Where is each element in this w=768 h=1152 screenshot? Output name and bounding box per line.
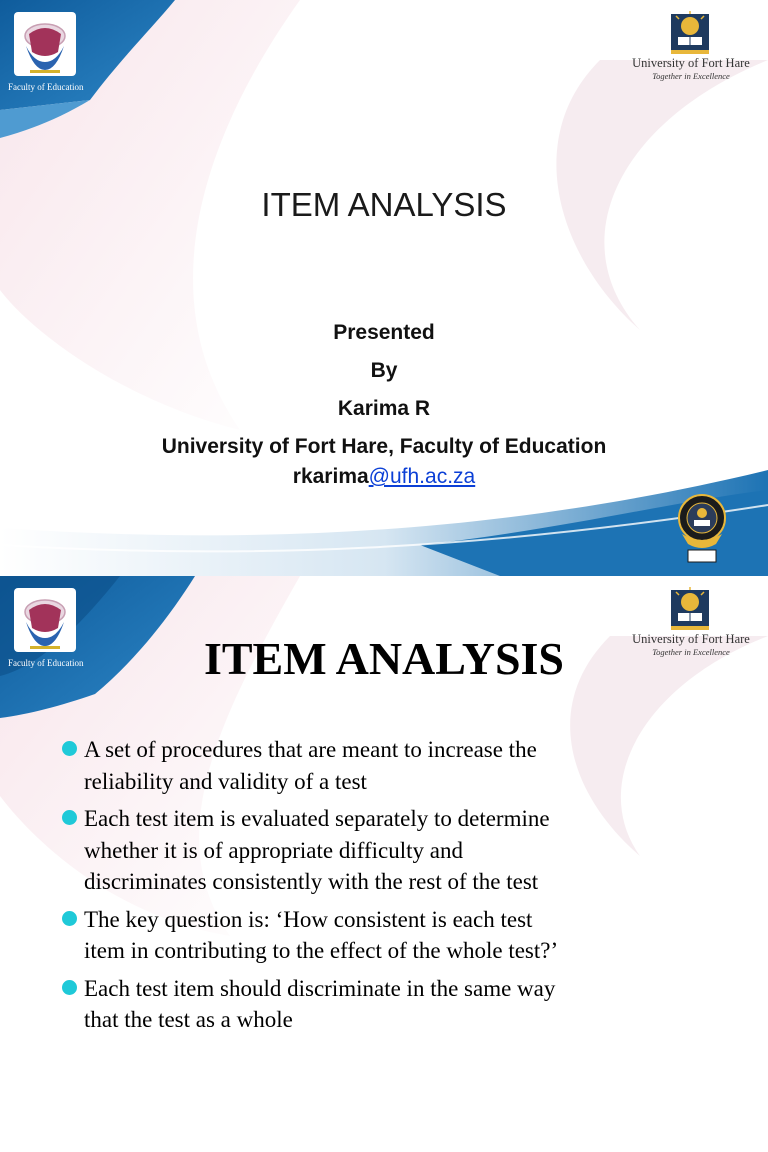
university-name: University of Fort Hare bbox=[632, 56, 750, 70]
presenter-block bbox=[0, 318, 768, 500]
presented-label: Presented bbox=[333, 321, 435, 344]
bullet-line: that the test as a whole bbox=[84, 1007, 293, 1032]
presenter-affiliation: University of Fort Hare, Faculty of Education bbox=[161, 435, 607, 458]
university-seal-icon bbox=[676, 494, 728, 566]
bullet-line: Each test item is evaluated separately to determine bbox=[84, 806, 550, 831]
presenter-name: Karima R bbox=[337, 397, 431, 420]
by-label: By bbox=[370, 359, 398, 382]
university-name: University of Fort Hare bbox=[632, 632, 750, 646]
bullet-list bbox=[62, 734, 762, 1042]
bullet-item bbox=[62, 734, 762, 797]
bullet-dot-icon bbox=[62, 810, 77, 825]
university-crest-icon bbox=[670, 586, 710, 632]
content-slide-title: ITEM ANALYSIS bbox=[203, 633, 565, 684]
bullet-line: discriminates consistently with the rest of the test bbox=[84, 869, 539, 894]
bullet-line: item in contributing to the effect of the whole test?’ bbox=[84, 938, 559, 963]
faculty-caption: Faculty of Education bbox=[8, 82, 84, 92]
bullet-line: Each test item should discriminate in the same way bbox=[84, 975, 556, 1001]
slide-title: ITEM ANALYSIS bbox=[261, 186, 507, 223]
faculty-caption: Faculty of Education bbox=[8, 658, 84, 668]
bullet-line: A set of procedures that are meant to increase the bbox=[84, 737, 537, 762]
bullet-item bbox=[62, 904, 762, 967]
bullet-dot-icon bbox=[62, 911, 77, 926]
bullet-dot-icon bbox=[62, 980, 77, 995]
university-tagline: Together in Excellence bbox=[652, 71, 730, 81]
bullet-line: The key question is: ‘How consistent is each test bbox=[84, 906, 533, 932]
email-user: rkarima bbox=[292, 465, 369, 488]
presenter-email bbox=[0, 462, 768, 500]
bullet-item bbox=[62, 803, 762, 898]
university-tagline: Together in Excellence bbox=[652, 647, 730, 657]
email-link[interactable]: @ufh.ac.za bbox=[368, 465, 476, 488]
faculty-of-education-logo-icon bbox=[14, 12, 76, 76]
bullet-line: whether it is of appropriate difficulty and bbox=[84, 837, 463, 863]
bullet-line: reliability and validity of a test bbox=[84, 768, 367, 794]
bullet-item bbox=[62, 973, 762, 1036]
bullet-dot-icon bbox=[62, 741, 77, 756]
university-crest-icon bbox=[670, 10, 710, 56]
